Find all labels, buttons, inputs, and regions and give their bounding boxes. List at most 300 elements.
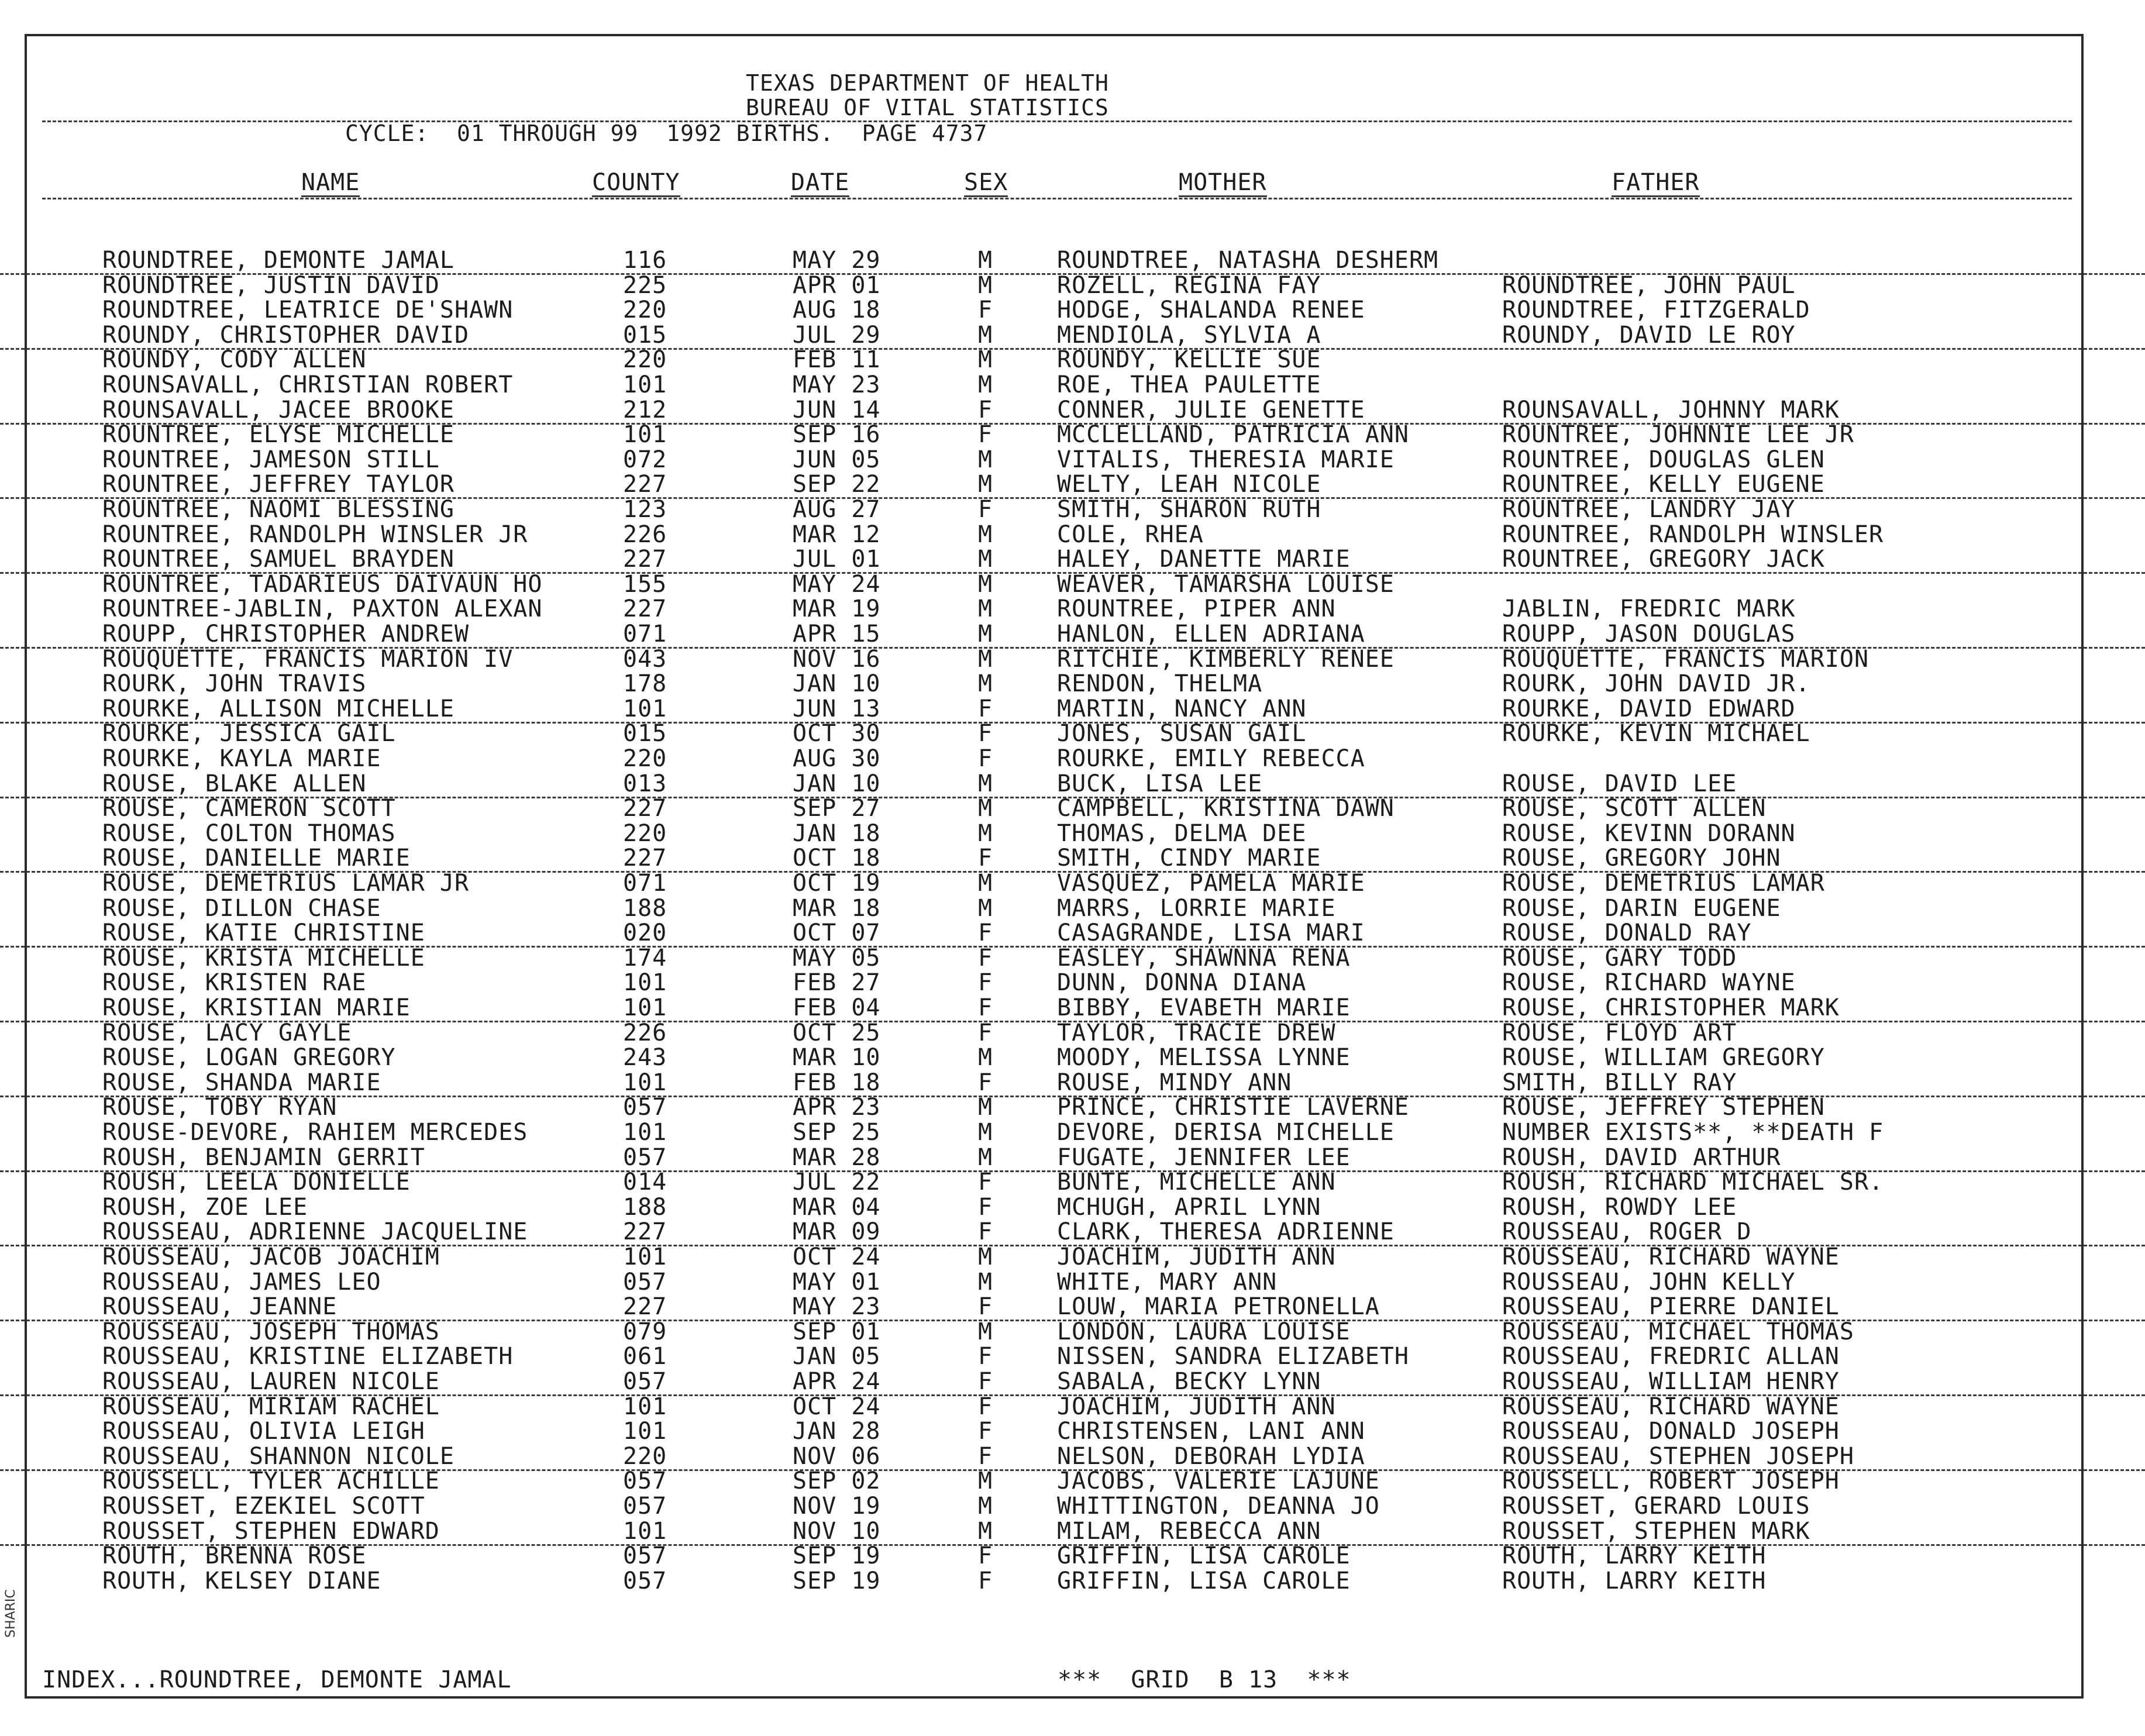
cell-name: ROUNSAVALL, JACEE BROOKE: [102, 396, 455, 423]
table-row: [0, 572, 2145, 597]
cell-date: AUG 27: [793, 496, 881, 523]
cell-county: 101: [623, 994, 667, 1021]
cell-county: 243: [623, 1044, 667, 1072]
cell-date: FEB 04: [793, 994, 881, 1021]
table-row: [0, 721, 2145, 746]
table-row: [0, 472, 2145, 499]
cell-sex: M: [978, 1517, 993, 1545]
cell-sex: F: [978, 1368, 993, 1395]
cell-county: 015: [623, 321, 667, 349]
table-row: [0, 373, 2145, 398]
cell-county: 101: [623, 421, 667, 449]
cell-name: ROURKE, KAYLA MARIE: [102, 745, 381, 772]
table-row: [0, 1170, 2145, 1195]
cell-county: 101: [623, 1418, 667, 1445]
cell-sex: F: [978, 845, 993, 872]
cell-father: ROUNTREE, JOHNNIE LEE JR: [1502, 421, 1854, 449]
cell-mother: DEVORE, DERISA MICHELLE: [1057, 1119, 1395, 1146]
cell-name: ROUSSELL, TYLER ACHILLE: [102, 1468, 440, 1495]
cell-mother: MCHUGH, APRIL LYNN: [1057, 1193, 1321, 1221]
cell-mother: SMITH, SHARON RUTH: [1057, 496, 1321, 523]
cell-name: ROURK, JOHN TRAVIS: [102, 670, 367, 698]
cell-name: ROUSE, KRISTEN RAE: [102, 969, 367, 997]
cell-sex: F: [978, 944, 993, 972]
cell-date: NOV 10: [793, 1517, 881, 1545]
cell-father: ROUNTREE, LANDRY JAY: [1502, 496, 1796, 523]
cell-father: ROUSE, FLOYD ART: [1502, 1019, 1737, 1046]
cell-father: ROUSE, DAVID LEE: [1502, 770, 1737, 797]
cell-county: 043: [623, 645, 667, 673]
cell-father: ROUSSET, STEPHEN MARK: [1502, 1517, 1810, 1545]
cell-name: ROUSE-DEVORE, RAHIEM MERCEDES: [102, 1119, 528, 1146]
cell-father: ROUSH, ROWDY LEE: [1502, 1193, 1737, 1221]
cell-county: 226: [623, 1019, 667, 1046]
table-row: [0, 846, 2145, 873]
cell-father: ROUSSEAU, FREDRIC ALLAN: [1502, 1343, 1840, 1370]
cell-name: ROUPP, CHRISTOPHER ANDREW: [102, 621, 470, 647]
cell-sex: F: [978, 919, 993, 947]
cell-county: 101: [623, 1244, 667, 1270]
cell-county: 057: [623, 1094, 667, 1121]
cell-date: OCT 07: [793, 919, 881, 947]
cell-date: SEP 22: [793, 471, 881, 498]
cell-county: 227: [623, 1218, 667, 1246]
cell-name: ROUNSAVALL, CHRISTIAN ROBERT: [102, 371, 514, 398]
cell-county: 101: [623, 969, 667, 997]
cell-mother: JONES, SUSAN GAIL: [1057, 720, 1307, 748]
cell-sex: M: [978, 471, 993, 498]
cell-mother: VITALIS, THERESIA MARIE: [1057, 446, 1395, 473]
cell-county: 227: [623, 595, 667, 623]
cell-date: MAR 28: [793, 1143, 881, 1171]
cell-name: ROUSSET, STEPHEN EDWARD: [102, 1517, 440, 1545]
cell-name: ROUSSEAU, ADRIENNE JACQUELINE: [102, 1218, 528, 1246]
cell-mother: JOACHIM, JUDITH ANN: [1057, 1393, 1336, 1420]
cell-mother: HANLON, ELLEN ADRIANA: [1057, 621, 1365, 647]
table-row: [0, 996, 2145, 1022]
cell-mother: FUGATE, JENNIFER LEE: [1057, 1143, 1351, 1171]
cell-father: ROUSH, DAVID ARTHUR: [1502, 1143, 1781, 1171]
cell-date: MAR 04: [793, 1193, 881, 1221]
cell-sex: F: [978, 695, 993, 722]
cell-mother: CONNER, JULIE GENETTE: [1057, 396, 1365, 423]
cell-county: 101: [623, 1393, 667, 1420]
table-row: [0, 921, 2145, 948]
table-row: [0, 1070, 2145, 1097]
cell-sex: F: [978, 1542, 993, 1570]
cell-county: 072: [623, 446, 667, 473]
cell-mother: WEAVER, TAMARSHA LOUISE: [1057, 570, 1395, 598]
cell-date: MAR 19: [793, 595, 881, 623]
cell-mother: MOODY, MELISSA LYNNE: [1057, 1044, 1351, 1072]
cell-county: 220: [623, 745, 667, 772]
table-row: [0, 1021, 2145, 1046]
cell-sex: F: [978, 1169, 993, 1196]
table-row: [0, 1245, 2145, 1270]
cell-sex: M: [978, 670, 993, 698]
table-row: [0, 298, 2145, 323]
cell-date: SEP 19: [793, 1567, 881, 1594]
cell-father: ROUTH, LARRY KEITH: [1502, 1567, 1767, 1594]
cell-mother: TAYLOR, TRACIE DREW: [1057, 1019, 1336, 1046]
cell-date: MAY 01: [793, 1268, 881, 1296]
cell-sex: M: [978, 271, 993, 299]
cell-name: ROURKE, ALLISON MICHELLE: [102, 695, 455, 722]
cell-father: ROUSSEAU, RICHARD WAYNE: [1502, 1244, 1840, 1270]
cell-date: NOV 06: [793, 1442, 881, 1470]
cell-mother: THOMAS, DELMA DEE: [1057, 819, 1307, 847]
cell-sex: F: [978, 496, 993, 523]
cell-mother: LOUW, MARIA PETRONELLA: [1057, 1293, 1380, 1321]
cell-father: JABLIN, FREDRIC MARK: [1502, 595, 1796, 623]
cell-name: ROUSE, DILLON CHASE: [102, 894, 381, 922]
cell-father: ROUNTREE, RANDOLPH WINSLER: [1502, 521, 1884, 548]
cell-father: ROUSE, RICHARD WAYNE: [1502, 969, 1796, 997]
cell-name: ROUNDTREE, DEMONTE JAMAL: [102, 247, 455, 274]
cell-name: ROUSE, DANIELLE MARIE: [102, 845, 411, 872]
cell-date: NOV 19: [793, 1493, 881, 1520]
cell-sex: F: [978, 1442, 993, 1470]
cell-father: ROUNTREE, KELLY EUGENE: [1502, 471, 1825, 498]
cell-father: ROUSE, GREGORY JOHN: [1502, 845, 1781, 872]
cell-county: 123: [623, 496, 667, 523]
cell-mother: GRIFFIN, LISA CAROLE: [1057, 1567, 1351, 1594]
table-row: [0, 746, 2145, 771]
col-header-name: NAME: [301, 169, 360, 196]
cell-father: ROUNDTREE, JOHN PAUL: [1502, 271, 1796, 299]
cell-mother: MENDIOLA, SYLVIA A: [1057, 321, 1321, 349]
cell-date: JUL 29: [793, 321, 881, 349]
cell-sex: F: [978, 994, 993, 1021]
cell-county: 227: [623, 795, 667, 822]
table-row: [0, 871, 2145, 896]
table-row: [0, 1270, 2145, 1295]
table-row: [0, 1569, 2145, 1594]
cell-date: OCT 25: [793, 1019, 881, 1046]
cell-county: 020: [623, 919, 667, 947]
cell-county: 225: [623, 271, 667, 299]
cell-name: ROUNTREE-JABLIN, PAXTON ALEXAN: [102, 595, 543, 623]
table-row: [0, 447, 2145, 473]
cell-name: ROUSSEAU, JACOB JOACHIM: [102, 1244, 440, 1270]
table-row: [0, 522, 2145, 547]
cell-county: 057: [623, 1143, 667, 1171]
cell-county: 071: [623, 870, 667, 897]
cell-father: ROUSSEAU, STEPHEN JOSEPH: [1502, 1442, 1854, 1470]
cell-county: 015: [623, 720, 667, 748]
cell-date: APR 23: [793, 1094, 881, 1121]
cell-county: 101: [623, 1069, 667, 1096]
col-header-mother: MOTHER: [1179, 169, 1267, 196]
cell-date: NOV 16: [793, 645, 881, 673]
cell-sex: F: [978, 1069, 993, 1096]
cell-name: ROUSE, CAMERON SCOTT: [102, 795, 396, 822]
cell-sex: F: [978, 1343, 993, 1370]
cell-mother: GRIFFIN, LISA CAROLE: [1057, 1542, 1351, 1570]
cell-mother: ROURKE, EMILY REBECCA: [1057, 745, 1365, 772]
cell-father: ROUSSEAU, MICHAEL THOMAS: [1502, 1318, 1854, 1345]
cell-name: ROUNTREE, JAMESON STILL: [102, 446, 440, 473]
table-row: [0, 1220, 2145, 1246]
cell-father: ROUNDTREE, FITZGERALD: [1502, 297, 1810, 324]
cell-date: OCT 24: [793, 1393, 881, 1420]
cell-name: ROURKE, JESSICA GAIL: [102, 720, 396, 748]
cell-name: ROUSE, TOBY RYAN: [102, 1094, 338, 1121]
cell-sex: F: [978, 720, 993, 748]
cell-father: SMITH, BILLY RAY: [1502, 1069, 1737, 1096]
side-mark: SHARIC: [4, 1589, 18, 1638]
cell-mother: BUCK, LISA LEE: [1057, 770, 1263, 797]
table-row: [0, 1320, 2145, 1345]
cell-sex: M: [978, 795, 993, 822]
cell-name: ROUSSEAU, MIRIAM RACHEL: [102, 1393, 440, 1420]
table-row: [0, 671, 2145, 697]
table-row: [0, 697, 2145, 724]
cell-mother: ROUNDTREE, NATASHA DESHERM: [1057, 247, 1439, 274]
table-row: [0, 970, 2145, 996]
cell-county: 116: [623, 247, 667, 274]
cell-mother: BIBBY, EVABETH MARIE: [1057, 994, 1351, 1021]
cell-date: APR 01: [793, 271, 881, 299]
table-row: [0, 547, 2145, 574]
cell-mother: SABALA, BECKY LYNN: [1057, 1368, 1321, 1395]
cell-mother: WHITE, MARY ANN: [1057, 1268, 1278, 1296]
cell-sex: M: [978, 595, 993, 623]
cell-name: ROUNDTREE, LEATRICE DE'SHAWN: [102, 297, 514, 324]
cell-sex: F: [978, 1019, 993, 1046]
cell-date: MAR 10: [793, 1044, 881, 1072]
cell-sex: M: [978, 1493, 993, 1520]
cell-mother: ROE, THEA PAULETTE: [1057, 371, 1321, 398]
cell-father: ROUSE, GARY TODD: [1502, 944, 1737, 972]
table-row: [0, 398, 2145, 425]
cell-county: 155: [623, 570, 667, 598]
table-row: [0, 896, 2145, 921]
cell-mother: ROZELL, REGINA FAY: [1057, 271, 1321, 299]
cell-date: SEP 16: [793, 421, 881, 449]
cell-sex: M: [978, 1044, 993, 1072]
cell-father: ROUPP, JASON DOUGLAS: [1502, 621, 1796, 647]
cell-county: 061: [623, 1343, 667, 1370]
cell-mother: RITCHIE, KIMBERLY RENEE: [1057, 645, 1395, 673]
cell-name: ROUNTREE, JEFFREY TAYLOR: [102, 471, 455, 498]
cell-county: 220: [623, 819, 667, 847]
cell-county: 057: [623, 1268, 667, 1296]
cell-mother: COLE, RHEA: [1057, 521, 1204, 548]
cell-name: ROUSE, LOGAN GREGORY: [102, 1044, 396, 1072]
cell-father: ROURK, JOHN DAVID JR.: [1502, 670, 1810, 698]
cell-sex: F: [978, 1218, 993, 1246]
cell-father: ROUSSELL, ROBERT JOSEPH: [1502, 1468, 1840, 1495]
cell-name: ROUSH, LEELA DONIELLE: [102, 1169, 411, 1196]
cell-date: AUG 18: [793, 297, 881, 324]
cell-date: FEB 18: [793, 1069, 881, 1096]
footer-index: INDEX...ROUNDTREE, DEMONTE JAMAL: [42, 1666, 512, 1693]
cell-father: ROUSSEAU, DONALD JOSEPH: [1502, 1418, 1840, 1445]
cell-sex: M: [978, 1468, 993, 1495]
table-row: [0, 1444, 2145, 1471]
header-line-2: BUREAU OF VITAL STATISTICS: [746, 95, 1109, 120]
cell-father: ROUNTREE, GREGORY JACK: [1502, 546, 1825, 573]
col-header-father: FATHER: [1612, 169, 1700, 196]
cell-name: ROUSE, BLAKE ALLEN: [102, 770, 367, 797]
table-row: [0, 1120, 2145, 1145]
table-row: [0, 1294, 2145, 1321]
table-row: [0, 796, 2145, 821]
cell-sex: F: [978, 1293, 993, 1321]
cell-mother: CHRISTENSEN, LANI ANN: [1057, 1418, 1365, 1445]
cell-name: ROUNTREE, SAMUEL BRAYDEN: [102, 546, 455, 573]
col-header-date: DATE: [791, 169, 850, 196]
cell-date: FEB 27: [793, 969, 881, 997]
cell-father: ROUSH, RICHARD MICHAEL SR.: [1502, 1169, 1884, 1196]
cell-sex: M: [978, 894, 993, 922]
cell-sex: M: [978, 546, 993, 573]
cell-sex: F: [978, 1418, 993, 1445]
cell-sex: M: [978, 1244, 993, 1270]
cell-mother: MARRS, LORRIE MARIE: [1057, 894, 1336, 922]
cell-county: 057: [623, 1368, 667, 1395]
cell-mother: HODGE, SHALANDA RENEE: [1057, 297, 1365, 324]
cell-mother: MILAM, REBECCA ANN: [1057, 1517, 1321, 1545]
cell-county: 227: [623, 546, 667, 573]
cell-mother: MCCLELLAND, PATRICIA ANN: [1057, 421, 1409, 449]
cell-name: ROUSSEAU, JAMES LEO: [102, 1268, 381, 1296]
cell-name: ROUNTREE, ELYSE MICHELLE: [102, 421, 455, 449]
cell-date: MAR 18: [793, 894, 881, 922]
cell-mother: ROUNDY, KELLIE SUE: [1057, 346, 1321, 374]
cell-date: SEP 25: [793, 1119, 881, 1146]
cell-name: ROUSH, BENJAMIN GERRIT: [102, 1143, 425, 1171]
cell-date: MAY 23: [793, 371, 881, 398]
cell-county: 220: [623, 1442, 667, 1470]
cell-county: 212: [623, 396, 667, 423]
cell-date: FEB 11: [793, 346, 881, 374]
cell-father: NUMBER EXISTS**, **DEATH F: [1502, 1119, 1884, 1146]
cell-sex: M: [978, 1268, 993, 1296]
cell-date: MAY 23: [793, 1293, 881, 1321]
cell-date: AUG 30: [793, 745, 881, 772]
cell-date: SEP 01: [793, 1318, 881, 1345]
cell-date: MAR 09: [793, 1218, 881, 1246]
cell-father: ROUSSEAU, WILLIAM HENRY: [1502, 1368, 1840, 1395]
cell-sex: M: [978, 770, 993, 797]
cell-mother: RENDON, THELMA: [1057, 670, 1263, 698]
table-row: [0, 597, 2145, 622]
cell-sex: M: [978, 1119, 993, 1146]
cell-county: 220: [623, 297, 667, 324]
cell-date: SEP 19: [793, 1542, 881, 1570]
cell-date: JUL 01: [793, 546, 881, 573]
cell-father: ROUNDY, DAVID LE ROY: [1502, 321, 1796, 349]
cell-sex: F: [978, 421, 993, 449]
cell-date: OCT 18: [793, 845, 881, 872]
cell-date: OCT 24: [793, 1244, 881, 1270]
cell-county: 227: [623, 1293, 667, 1321]
cell-date: MAY 05: [793, 944, 881, 972]
cell-sex: M: [978, 321, 993, 349]
cell-sex: M: [978, 446, 993, 473]
cell-name: ROUNDY, CHRISTOPHER DAVID: [102, 321, 470, 349]
cell-county: 079: [623, 1318, 667, 1345]
cell-mother: NISSEN, SANDRA ELIZABETH: [1057, 1343, 1409, 1370]
table-row: [0, 422, 2145, 447]
cell-sex: M: [978, 645, 993, 673]
cell-mother: WELTY, LEAH NICOLE: [1057, 471, 1321, 498]
cell-father: ROURKE, DAVID EDWARD: [1502, 695, 1796, 722]
cell-county: 178: [623, 670, 667, 698]
footer-grid: *** GRID B 13 ***: [1058, 1666, 1351, 1693]
table-row: [0, 1344, 2145, 1369]
cell-father: ROUSE, JEFFREY STEPHEN: [1502, 1094, 1825, 1121]
cell-father: ROUSE, SCOTT ALLEN: [1502, 795, 1767, 822]
cell-father: ROUSSEAU, PIERRE DANIEL: [1502, 1293, 1840, 1321]
table-row: [0, 1394, 2145, 1420]
cell-date: SEP 27: [793, 795, 881, 822]
col-header-sex: SEX: [964, 169, 1008, 196]
cell-father: ROUSE, WILLIAM GREGORY: [1502, 1044, 1825, 1072]
table-row: [0, 622, 2145, 649]
cell-father: ROUSSEAU, JOHN KELLY: [1502, 1268, 1796, 1296]
col-header-county: COUNTY: [592, 169, 680, 196]
cell-date: JAN 18: [793, 819, 881, 847]
cell-sex: M: [978, 870, 993, 897]
table-row: [0, 1494, 2145, 1519]
cell-father: ROUSE, DEMETRIUS LAMAR: [1502, 870, 1825, 897]
cell-date: OCT 30: [793, 720, 881, 748]
cell-county: 227: [623, 845, 667, 872]
cell-mother: NELSON, DEBORAH LYDIA: [1057, 1442, 1365, 1470]
cell-county: 013: [623, 770, 667, 797]
cell-father: ROUSE, DARIN EUGENE: [1502, 894, 1781, 922]
table-row: [0, 323, 2145, 350]
cell-sex: F: [978, 396, 993, 423]
cell-name: ROUSSEAU, LAUREN NICOLE: [102, 1368, 440, 1395]
cell-name: ROUSE, DEMETRIUS LAMAR JR: [102, 870, 470, 897]
cell-mother: JOACHIM, JUDITH ANN: [1057, 1244, 1336, 1270]
cell-mother: SMITH, CINDY MARIE: [1057, 845, 1321, 872]
cell-mother: PRINCE, CHRISTIE LAVERNE: [1057, 1094, 1409, 1121]
cell-date: APR 24: [793, 1368, 881, 1395]
table-row: [0, 1045, 2145, 1070]
cell-name: ROUTH, BRENNA ROSE: [102, 1542, 367, 1570]
cell-father: ROUNTREE, DOUGLAS GLEN: [1502, 446, 1825, 473]
cell-date: JUN 05: [793, 446, 881, 473]
cell-name: ROUNTREE, RANDOLPH WINSLER JR: [102, 521, 528, 548]
cell-name: ROUQUETTE, FRANCIS MARION IV: [102, 645, 514, 673]
column-header-divider: [42, 198, 2072, 199]
cell-county: 220: [623, 346, 667, 374]
table-row: [0, 1419, 2145, 1444]
cell-father: ROUSE, CHRISTOPHER MARK: [1502, 994, 1840, 1021]
cell-sex: M: [978, 521, 993, 548]
cell-sex: F: [978, 969, 993, 997]
cell-mother: MARTIN, NANCY ANN: [1057, 695, 1307, 722]
cell-name: ROUSE, COLTON THOMAS: [102, 819, 396, 847]
cell-county: 188: [623, 894, 667, 922]
table-row: [0, 1145, 2145, 1172]
cell-name: ROUSSEAU, KRISTINE ELIZABETH: [102, 1343, 514, 1370]
cell-father: ROUSSEAU, RICHARD WAYNE: [1502, 1393, 1840, 1420]
table-row: [0, 1544, 2145, 1569]
cell-date: JAN 10: [793, 770, 881, 797]
cell-county: 101: [623, 1517, 667, 1545]
cell-county: 057: [623, 1468, 667, 1495]
cell-sex: F: [978, 745, 993, 772]
cell-date: JUL 22: [793, 1169, 881, 1196]
cell-sex: F: [978, 1193, 993, 1221]
cell-date: JUN 13: [793, 695, 881, 722]
